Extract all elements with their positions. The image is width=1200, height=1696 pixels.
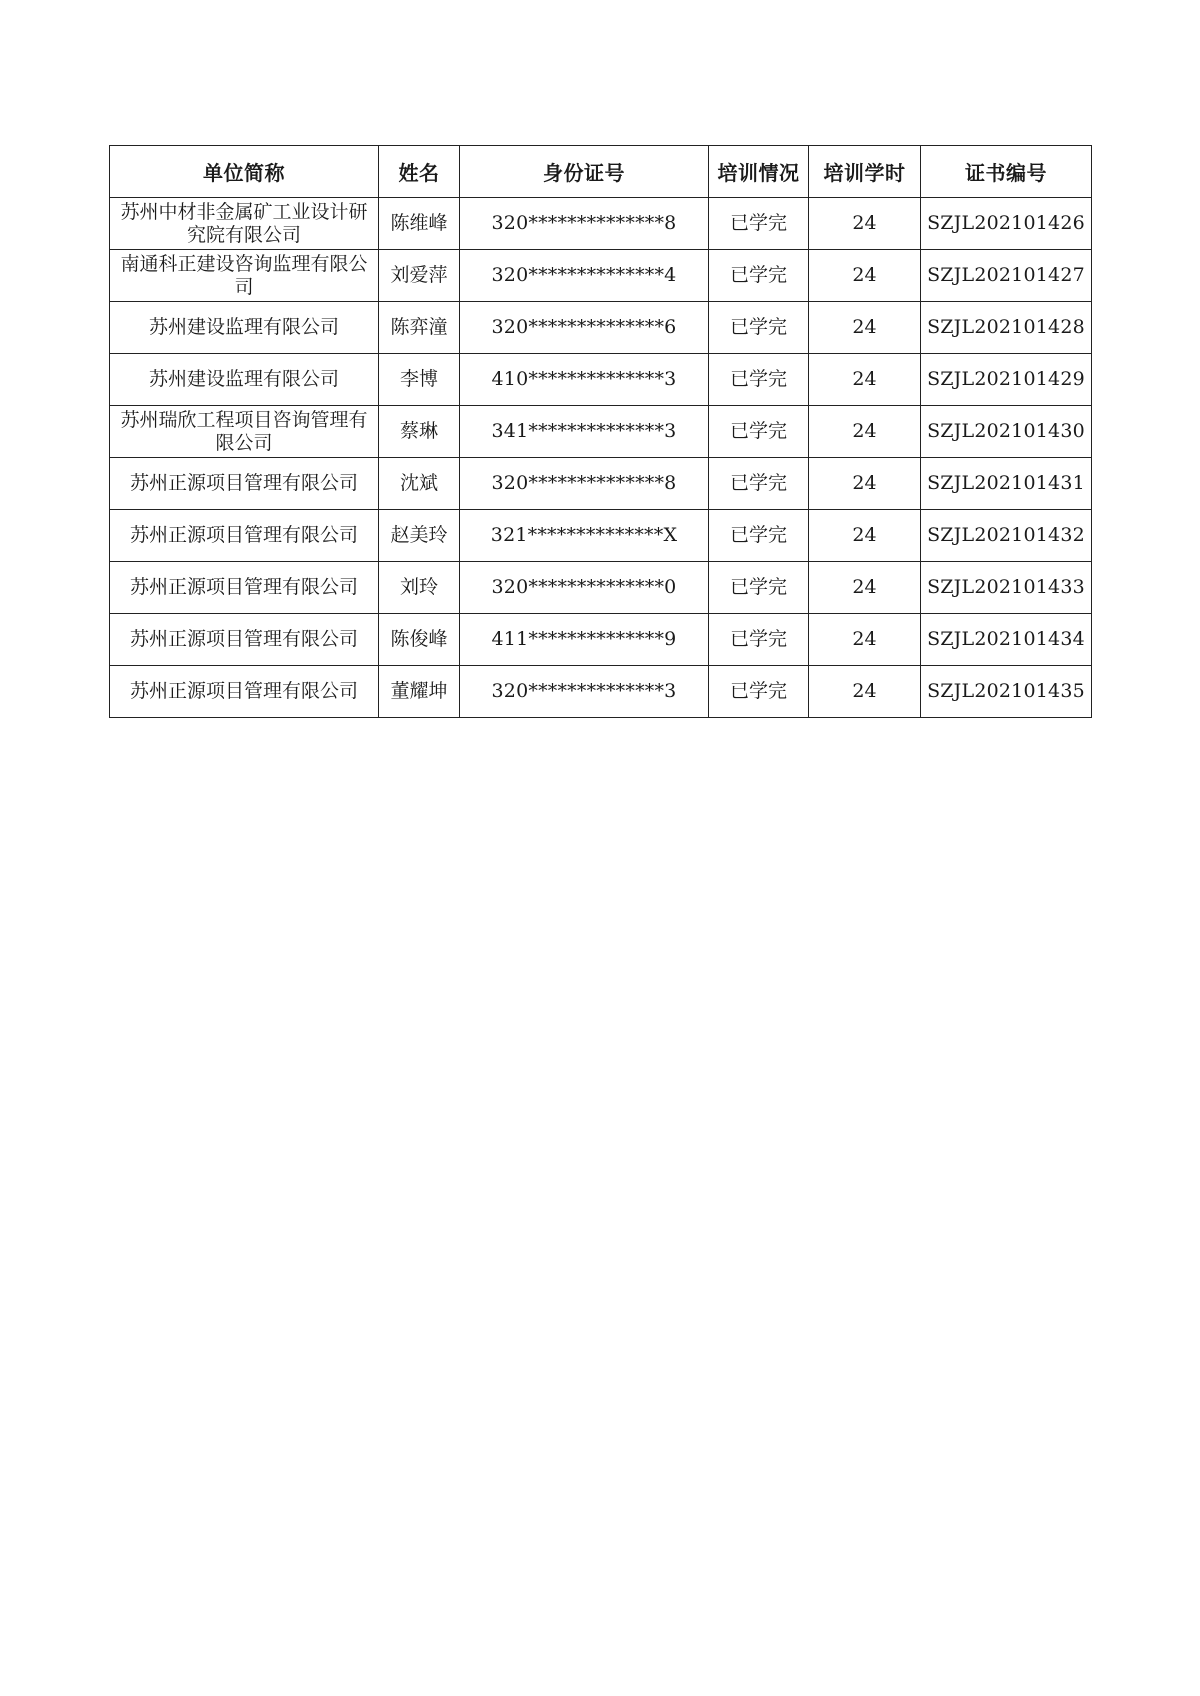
cell-hours: 24: [809, 562, 921, 614]
cell-status: 已学完: [709, 666, 809, 718]
cell-id-number: 320**************0: [460, 562, 709, 614]
table-row: [110, 302, 1092, 354]
header-name: 姓名: [379, 146, 460, 198]
cell-unit: 苏州正源项目管理有限公司: [110, 666, 379, 718]
cell-unit: 苏州正源项目管理有限公司: [110, 614, 379, 666]
cell-hours: 24: [809, 198, 921, 250]
cell-unit: 苏州正源项目管理有限公司: [110, 510, 379, 562]
cell-hours: 24: [809, 614, 921, 666]
cell-certificate: SZJL202101431: [921, 458, 1092, 510]
cell-id-number: 320**************4: [460, 250, 709, 302]
cell-unit: 苏州正源项目管理有限公司: [110, 458, 379, 510]
cell-status: 已学完: [709, 250, 809, 302]
header-certificate-number: 证书编号: [921, 146, 1092, 198]
cell-id-number: 411**************9: [460, 614, 709, 666]
cell-certificate: SZJL202101434: [921, 614, 1092, 666]
cell-certificate: SZJL202101432: [921, 510, 1092, 562]
cell-status: 已学完: [709, 354, 809, 406]
header-training-hours: 培训学时: [809, 146, 921, 198]
cell-certificate: SZJL202101427: [921, 250, 1092, 302]
header-training-status: 培训情况: [709, 146, 809, 198]
table-row: [110, 458, 1092, 510]
table-row: [110, 562, 1092, 614]
cell-hours: 24: [809, 666, 921, 718]
cell-name: 沈斌: [379, 458, 460, 510]
cell-id-number: 320**************6: [460, 302, 709, 354]
table-row: [110, 614, 1092, 666]
cell-name: 陈俊峰: [379, 614, 460, 666]
cell-hours: 24: [809, 250, 921, 302]
cell-id-number: 321**************X: [460, 510, 709, 562]
cell-hours: 24: [809, 510, 921, 562]
cell-status: 已学完: [709, 458, 809, 510]
cell-certificate: SZJL202101433: [921, 562, 1092, 614]
table-row: [110, 510, 1092, 562]
cell-hours: 24: [809, 302, 921, 354]
cell-status: 已学完: [709, 198, 809, 250]
table-row: [110, 198, 1092, 250]
training-roster-table: [109, 145, 1092, 718]
cell-certificate: SZJL202101428: [921, 302, 1092, 354]
cell-status: 已学完: [709, 406, 809, 458]
cell-status: 已学完: [709, 614, 809, 666]
cell-hours: 24: [809, 354, 921, 406]
cell-id-number: 341**************3: [460, 406, 709, 458]
cell-certificate: SZJL202101426: [921, 198, 1092, 250]
cell-name: 刘玲: [379, 562, 460, 614]
cell-status: 已学完: [709, 510, 809, 562]
cell-certificate: SZJL202101430: [921, 406, 1092, 458]
cell-hours: 24: [809, 458, 921, 510]
cell-unit: 苏州建设监理有限公司: [110, 302, 379, 354]
cell-unit: 苏州正源项目管理有限公司: [110, 562, 379, 614]
cell-id-number: 320**************3: [460, 666, 709, 718]
cell-unit: 苏州瑞欣工程项目咨询管理有限公司: [110, 406, 379, 458]
cell-unit: 苏州中材非金属矿工业设计研究院有限公司: [110, 198, 379, 250]
header-unit: 单位简称: [110, 146, 379, 198]
cell-status: 已学完: [709, 302, 809, 354]
cell-id-number: 320**************8: [460, 458, 709, 510]
cell-id-number: 320**************8: [460, 198, 709, 250]
cell-status: 已学完: [709, 562, 809, 614]
cell-name: 蔡琳: [379, 406, 460, 458]
cell-certificate: SZJL202101429: [921, 354, 1092, 406]
cell-name: 赵美玲: [379, 510, 460, 562]
header-id-number: 身份证号: [460, 146, 709, 198]
table-row: [110, 666, 1092, 718]
cell-name: 李博: [379, 354, 460, 406]
cell-id-number: 410**************3: [460, 354, 709, 406]
table-header-row: [110, 146, 1092, 198]
cell-unit: 南通科正建设咨询监理有限公司: [110, 250, 379, 302]
table-row: [110, 250, 1092, 302]
table-row: [110, 354, 1092, 406]
table-row: [110, 406, 1092, 458]
cell-name: 陈弈潼: [379, 302, 460, 354]
cell-certificate: SZJL202101435: [921, 666, 1092, 718]
cell-unit: 苏州建设监理有限公司: [110, 354, 379, 406]
cell-hours: 24: [809, 406, 921, 458]
cell-name: 刘爱萍: [379, 250, 460, 302]
cell-name: 陈维峰: [379, 198, 460, 250]
cell-name: 董耀坤: [379, 666, 460, 718]
